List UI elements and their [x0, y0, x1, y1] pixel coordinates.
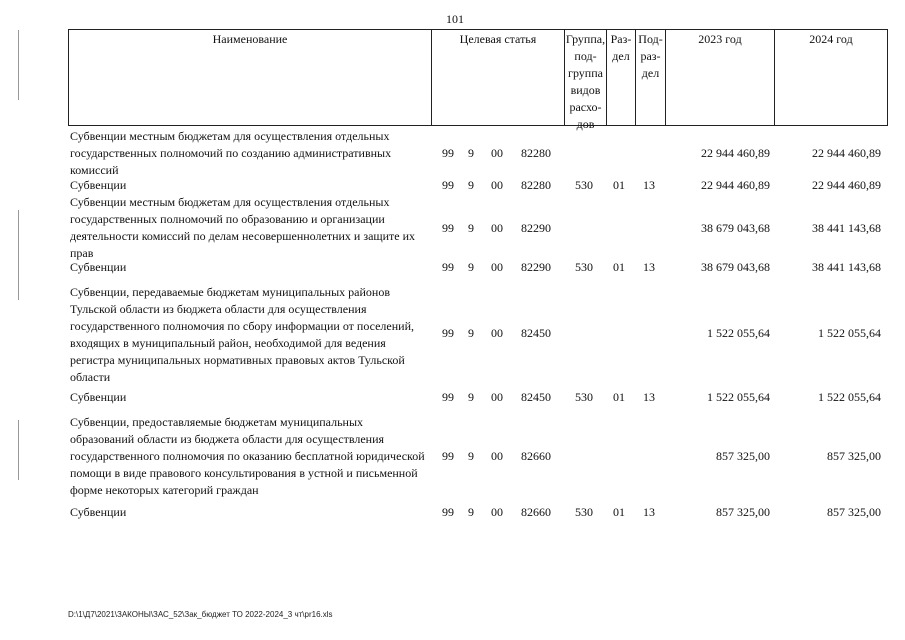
amount-2024: 857 325,00	[827, 505, 881, 519]
row-name: Субвенции	[70, 390, 127, 404]
section: 01	[613, 178, 625, 192]
row-name: Субвенции	[70, 260, 127, 274]
header-2023: 2023 год	[665, 30, 774, 125]
target-code-4: 82280	[521, 146, 551, 160]
target-code-3: 00	[491, 390, 503, 404]
target-code-3: 00	[491, 146, 503, 160]
target-code-3: 00	[491, 505, 503, 519]
target-code-3: 00	[491, 326, 503, 340]
expense-group: 530	[575, 390, 593, 404]
amount-2024: 38 441 143,68	[812, 260, 881, 274]
amount-2024: 1 522 055,64	[818, 390, 881, 404]
header-2024: 2024 год	[774, 30, 887, 125]
amount-2023: 22 944 460,89	[701, 146, 770, 160]
section: 01	[613, 260, 625, 274]
target-code-2: 9	[468, 326, 474, 340]
target-code-4: 82450	[521, 390, 551, 404]
target-code-2: 9	[468, 178, 474, 192]
target-code-1: 99	[442, 449, 454, 463]
expense-group: 530	[575, 178, 593, 192]
target-code-4: 82660	[521, 505, 551, 519]
subsection: 13	[643, 505, 655, 519]
target-code-1: 99	[442, 260, 454, 274]
table-row	[68, 194, 888, 262]
amount-2024: 1 522 055,64	[818, 326, 881, 340]
header-expense-group: Группа, под- группа видов расхо- дов	[565, 32, 606, 131]
target-code-3: 00	[491, 260, 503, 274]
amount-2024: 22 944 460,89	[812, 178, 881, 192]
target-code-4: 82450	[521, 326, 551, 340]
amount-2023: 22 944 460,89	[701, 178, 770, 192]
target-code-2: 9	[468, 449, 474, 463]
amount-2023: 38 679 043,68	[701, 221, 770, 235]
page-number: 101	[446, 12, 464, 26]
amount-2024: 38 441 143,68	[812, 221, 881, 235]
header-section: Раз- дел	[606, 30, 635, 125]
scan-margin-mark	[18, 30, 19, 100]
amount-2024: 857 325,00	[827, 449, 881, 463]
row-name: Субвенции, передаваемые бюджетам муниципальных районов Тульской области из бюджета области для осуществления государственного полномочия по сбору информации от поселений, входящих в муниципальный район, необходимой для ведения регистра муниципальных нормативных правовых актов Тульской области	[70, 285, 414, 384]
target-code-1: 99	[442, 390, 454, 404]
header-target-article: Целевая статья	[431, 30, 564, 125]
target-code-1: 99	[442, 146, 454, 160]
amount-2023: 1 522 055,64	[707, 390, 770, 404]
scan-margin-mark	[18, 420, 19, 480]
table-row	[68, 177, 888, 194]
table-row	[68, 284, 888, 386]
target-code-4: 82290	[521, 260, 551, 274]
amount-2023: 38 679 043,68	[701, 260, 770, 274]
subsection: 13	[643, 178, 655, 192]
header-name: Наименование	[212, 32, 288, 46]
target-code-3: 00	[491, 178, 503, 192]
table-row	[68, 414, 888, 499]
target-code-1: 99	[442, 505, 454, 519]
scan-margin-mark	[18, 210, 19, 300]
amount-2023: 857 325,00	[716, 449, 770, 463]
header-subsection: Под- раз- дел	[635, 30, 665, 125]
target-code-4: 82660	[521, 449, 551, 463]
amount-2023: 1 522 055,64	[707, 326, 770, 340]
target-code-2: 9	[468, 260, 474, 274]
table-header	[68, 29, 888, 131]
row-name: Субвенции, предоставляемые бюджетам муниципальных образований области из бюджета области для осуществления государственного полномочия по оказанию бесплатной юридической помощи в виде правового консультирования в устной и письменной форме некоторых категорий граждан	[70, 415, 425, 497]
amount-2023: 857 325,00	[716, 505, 770, 519]
table-row	[68, 504, 888, 521]
expense-group: 530	[575, 260, 593, 274]
row-name: Субвенции	[70, 505, 127, 519]
row-name: Субвенции местным бюджетам для осуществления отдельных государственных полномочий по образованию и организации деятельности комиссий по делам несовершеннолетних и защите их прав	[70, 195, 416, 260]
target-code-2: 9	[468, 390, 474, 404]
subsection: 13	[643, 390, 655, 404]
target-code-2: 9	[468, 146, 474, 160]
section: 01	[613, 505, 625, 519]
target-code-1: 99	[442, 178, 454, 192]
target-code-3: 00	[491, 449, 503, 463]
expense-group: 530	[575, 505, 593, 519]
row-name: Субвенции	[70, 178, 127, 192]
row-name: Субвенции местным бюджетам для осуществления отдельных государственных полномочий по созданию административных комиссий	[70, 129, 392, 177]
target-code-2: 9	[468, 221, 474, 235]
table-row	[68, 128, 888, 179]
file-path-footer: D:\1\Д7\2021\ЗАКОНЫ\ЗАС_52\Зак_бюджет ТО 2022-2024_3 чт\pr16.xls	[68, 610, 333, 619]
table-row	[68, 259, 888, 276]
table-row	[68, 389, 888, 406]
target-code-4: 82290	[521, 221, 551, 235]
amount-2024: 22 944 460,89	[812, 146, 881, 160]
subsection: 13	[643, 260, 655, 274]
section: 01	[613, 390, 625, 404]
target-code-2: 9	[468, 505, 474, 519]
target-code-1: 99	[442, 221, 454, 235]
target-code-3: 00	[491, 221, 503, 235]
target-code-1: 99	[442, 326, 454, 340]
target-code-4: 82280	[521, 178, 551, 192]
